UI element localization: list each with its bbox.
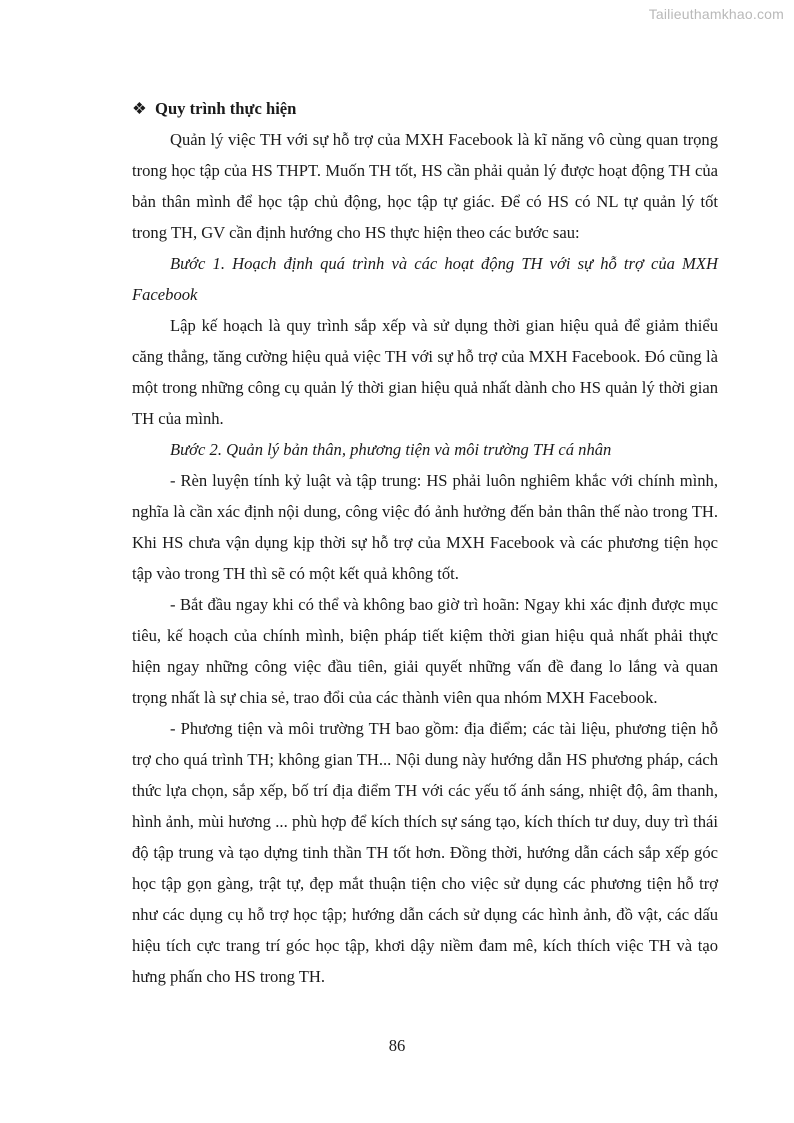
- paragraph-environment: - Phương tiện và môi trường TH bao gồm: địa điểm; các tài liệu, phương tiện hỗ trợ cho quá trình TH; không gian TH... Nội dung này hướng dẫn HS phương pháp, cách thức lựa chọn, sắp xếp, bố trí địa điểm TH với các yếu tố ánh sáng, nhiệt độ, âm thanh, hình ảnh, mùi hương ... phù hợp để kích thích sự sáng tạo, kích thích tư duy, duy trì thái độ tập trung và tạo dựng tinh thần TH tốt hơn. Đồng thời, hướng dẫn cách sắp xếp góc học tập gọn gàng, trật tự, đẹp mắt thuận tiện cho việc sử dụng các phương tiện hỗ trợ như các dụng cụ hỗ trợ học tập; hướng dẫn cách sử dụng các hình ảnh, đồ vật, các dấu hiệu tích cực trang trí góc học tập, khơi dậy niềm đam mê, kích thích việc TH và tạo hưng phấn cho HS trong TH.: [132, 719, 718, 986]
- document-body: [132, 93, 718, 992]
- watermark: Tailieuthamkhao.com: [648, 6, 784, 22]
- paragraph-discipline: - Rèn luyện tính kỷ luật và tập trung: HS phải luôn nghiêm khắc với chính mình, nghĩa là cần xác định nội dung, công việc đó ảnh hưởng đến bản thân thế nào trong TH. Khi HS chưa vận dụng kịp thời sự hỗ trợ của MXH Facebook và các phương tiện học tập vào trong TH thì sẽ có một kết quả không tốt.: [132, 471, 718, 583]
- paragraph-intro: Quản lý việc TH với sự hỗ trợ của MXH Facebook là kĩ năng vô cùng quan trọng trong học tập của HS THPT. Muốn TH tốt, HS cần phải quản lý được hoạt động TH của bản thân mình để học tập chủ động, học tập tự giác. Để có HS có NL tự quản lý tốt trong TH, GV cần định hướng cho HS thực hiện theo các bước sau:: [132, 130, 718, 242]
- diamond-bullet-icon: ❖: [132, 99, 147, 118]
- page-number: 86: [388, 1036, 406, 1055]
- paragraph-planning: Lập kế hoạch là quy trình sắp xếp và sử dụng thời gian hiệu quả để giảm thiểu căng thẳng, tăng cường hiệu quả việc TH với sự hỗ trợ của MXH Facebook. Đó cũng là một trong những công cụ quản lý thời gian hiệu quả nhất dành cho HS quản lý thời gian TH của mình.: [132, 316, 718, 428]
- paragraph-no-delay: - Bắt đầu ngay khi có thể và không bao giờ trì hoãn: Ngay khi xác định được mục tiêu, kế hoạch của chính mình, biện pháp tiết kiệm thời gian hiệu quả nhất phải thực hiện ngay những công việc đầu tiên, giải quyết những vấn đề đang lo lắng và quan trọng nhất là sự chia sẻ, trao đổi của các thành viên qua nhóm MXH Facebook.: [132, 595, 718, 707]
- step-2-heading: Bước 2. Quản lý bản thân, phương tiện và môi trường TH cá nhân: [170, 440, 612, 459]
- section-heading-text: Quy trình thực hiện: [155, 99, 297, 118]
- section-heading: [132, 93, 718, 124]
- step-1-heading: Bước 1. Hoạch định quá trình và các hoạt động TH với sự hỗ trợ của MXH Facebook: [132, 254, 718, 304]
